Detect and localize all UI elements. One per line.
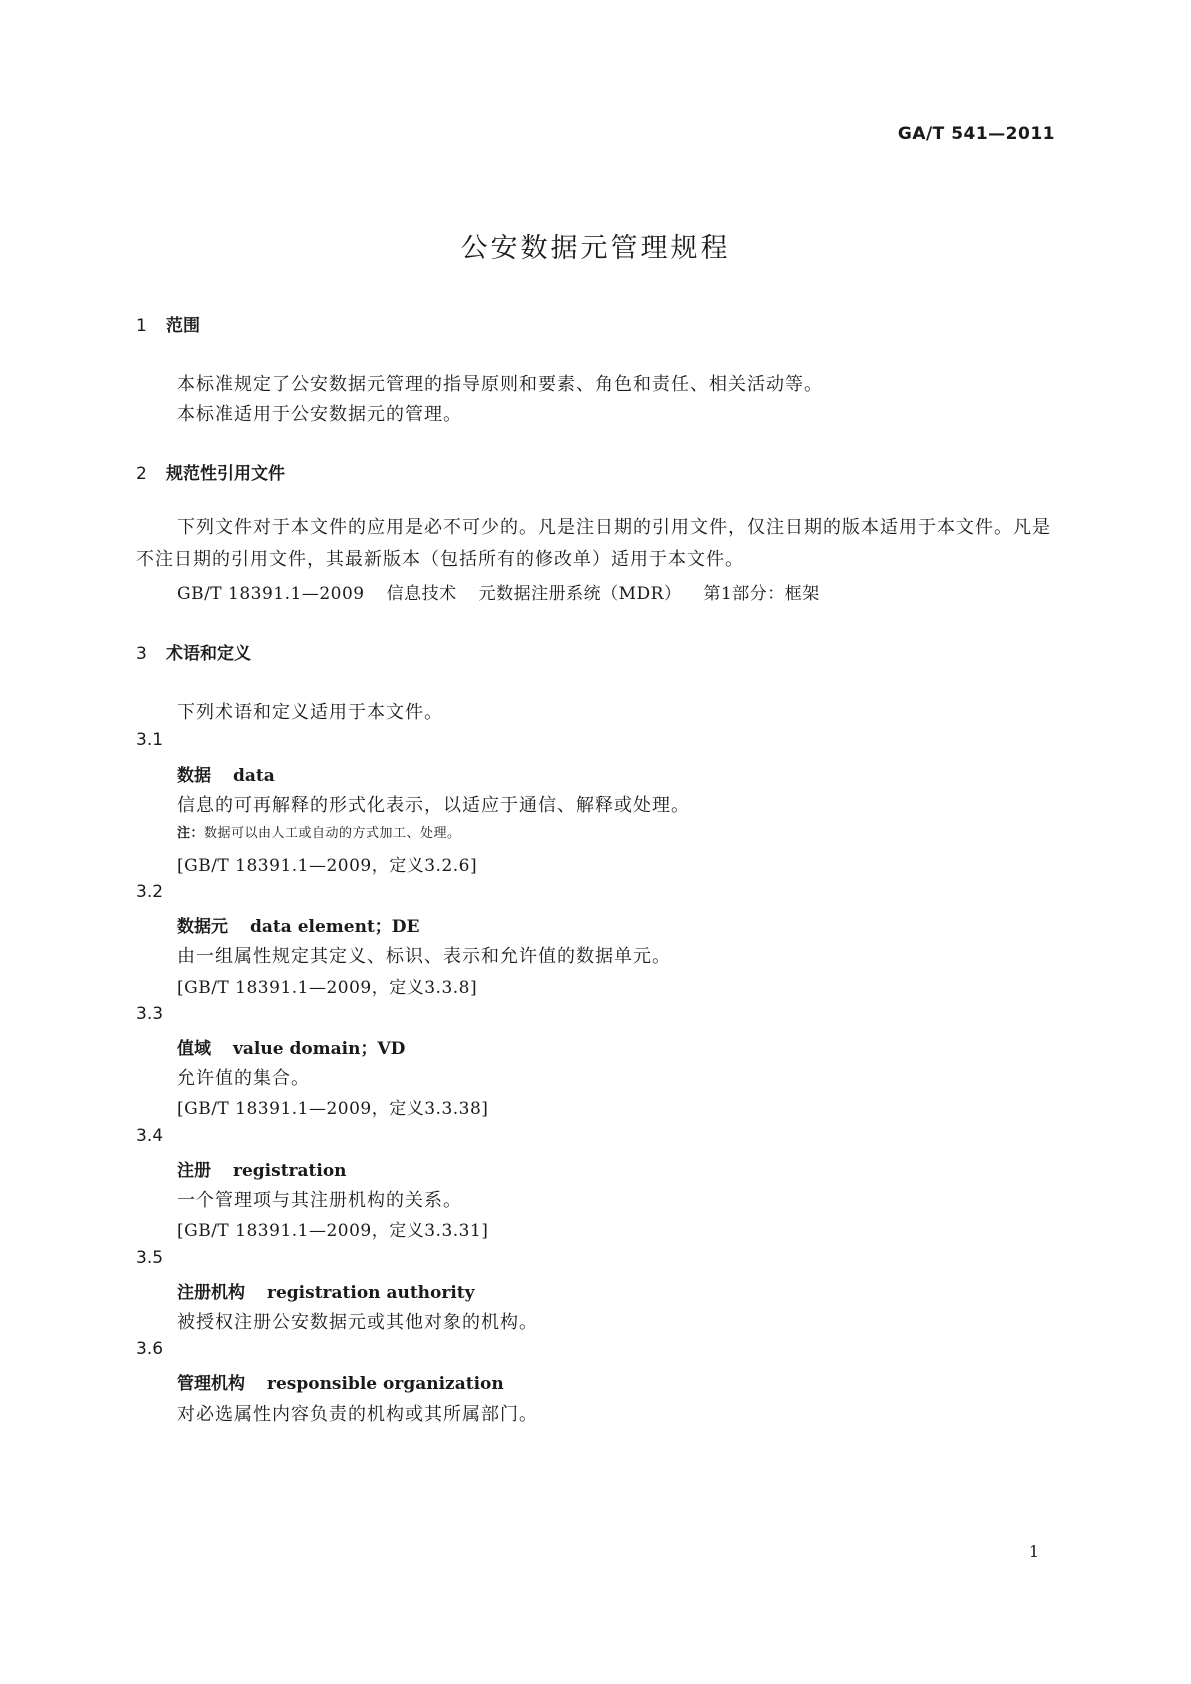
term-en: registration xyxy=(233,1161,347,1181)
term-entry xyxy=(177,1156,347,1181)
section-title: 术语和定义 xyxy=(166,644,251,664)
reference-title-part: 元数据注册系统（MDR） xyxy=(478,584,682,604)
term-entry xyxy=(177,1278,475,1303)
term-number: 3.4 xyxy=(136,1126,164,1146)
term-source: [GB/T 18391.1—2009，定义3.3.31] xyxy=(177,1221,489,1241)
paragraph: 本标准规定了公安数据元管理的指导原则和要素、角色和责任、相关活动等。 xyxy=(177,374,823,395)
section-number: 1 xyxy=(136,316,147,336)
term-source: [GB/T 18391.1—2009，定义3.3.8] xyxy=(177,978,478,998)
term-zh: 数据 xyxy=(177,766,211,786)
term-number: 3.3 xyxy=(136,1004,164,1024)
term-number: 3.2 xyxy=(136,882,164,902)
term-number: 3.6 xyxy=(136,1339,164,1359)
term-en: registration authority xyxy=(267,1283,475,1303)
note-label: 注： xyxy=(177,826,205,841)
paragraph: 下列术语和定义适用于本文件。 xyxy=(177,702,443,723)
page-title: 公安数据元管理规程 xyxy=(460,233,731,264)
reference-title-part: 信息技术 xyxy=(386,584,457,604)
term-zh: 管理机构 xyxy=(177,1374,245,1394)
term-note xyxy=(177,822,461,841)
term-entry xyxy=(177,912,420,937)
term-definition: 被授权注册公安数据元或其他对象的机构。 xyxy=(177,1312,538,1333)
term-entry xyxy=(177,761,275,786)
section-title: 规范性引用文件 xyxy=(166,464,285,484)
term-definition: 对必选属性内容负责的机构或其所属部门。 xyxy=(177,1404,538,1425)
term-number: 3.5 xyxy=(136,1248,164,1268)
term-definition: 一个管理项与其注册机构的关系。 xyxy=(177,1190,462,1211)
term-entry xyxy=(177,1034,405,1059)
section-title: 范围 xyxy=(166,316,200,336)
reference-code: GB/T 18391.1—2009 xyxy=(177,584,365,604)
term-en: value domain；VD xyxy=(233,1039,406,1059)
term-en: data element；DE xyxy=(250,917,420,937)
term-zh: 注册 xyxy=(177,1161,211,1181)
term-zh: 值域 xyxy=(177,1039,211,1059)
paragraph: 下列文件对于本文件的应用是必不可少的。凡是注日期的引用文件，仅注日期的版本适用于本文件。凡是不注日期的引用文件，其最新版本（包括所有的修改单）适用于本文件。 xyxy=(136,517,1051,570)
term-source: [GB/T 18391.1—2009，定义3.3.38] xyxy=(177,1099,489,1119)
normative-reference xyxy=(177,579,842,604)
section-number: 3 xyxy=(136,644,147,664)
page-number: 1 xyxy=(1028,1542,1039,1561)
note-text: 数据可以由人工或自动的方式加工、处理。 xyxy=(204,826,461,841)
term-zh: 注册机构 xyxy=(177,1283,245,1303)
term-source: [GB/T 18391.1—2009，定义3.2.6] xyxy=(177,856,478,876)
standard-number: GA/T 541—2011 xyxy=(897,124,1055,144)
term-number: 3.1 xyxy=(136,730,164,750)
term-definition: 允许值的集合。 xyxy=(177,1068,310,1089)
section-2-heading xyxy=(136,459,285,484)
term-en: data xyxy=(233,766,275,786)
term-definition: 由一组属性规定其定义、标识、表示和允许值的数据单元。 xyxy=(177,946,671,967)
section-1-heading xyxy=(136,311,200,336)
section-number: 2 xyxy=(136,464,147,484)
term-zh: 数据元 xyxy=(177,917,228,937)
term-en: responsible organization xyxy=(267,1374,504,1394)
reference-title-part: 第1部分：框架 xyxy=(703,584,820,604)
paragraph: 本标准适用于公安数据元的管理。 xyxy=(177,404,462,425)
term-definition: 信息的可再解释的形式化表示，以适应于通信、解释或处理。 xyxy=(177,795,690,816)
section-3-heading xyxy=(136,639,251,664)
term-entry xyxy=(177,1369,504,1394)
